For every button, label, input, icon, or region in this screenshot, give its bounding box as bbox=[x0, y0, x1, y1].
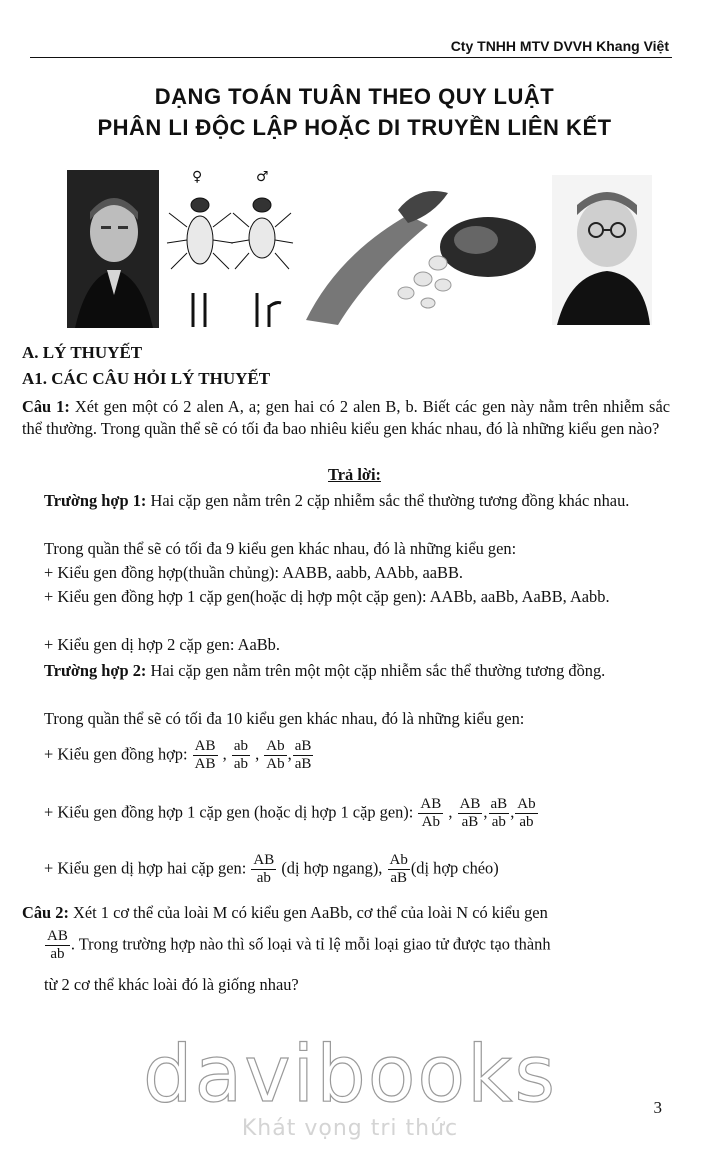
section-a1-heading: A1. CÁC CÂU HỎI LÝ THUYẾT bbox=[22, 369, 271, 388]
horizontal-heterozygous-note: (dị hợp ngang), bbox=[281, 858, 383, 878]
case-2-label: Trường hợp 2: bbox=[44, 661, 147, 680]
watermark-slogan: Khát vọng tri thức bbox=[241, 1116, 459, 1141]
drosophila-pair-icon bbox=[165, 165, 295, 333]
genotype-fraction: $\frac{ab}{ab}$ bbox=[233, 738, 248, 772]
title-line-2: PHÂN LI ĐỘC LẬP HOẶC DI TRUYỀN LIÊN KẾT bbox=[97, 115, 612, 140]
genotype-fraction: $\frac{AB}{Ab}$ bbox=[420, 796, 442, 830]
answer-heading: Trả lời: bbox=[328, 465, 381, 484]
case-2 bbox=[44, 660, 668, 682]
illustration-strip bbox=[0, 165, 709, 337]
case-2-text: Hai cặp gen nằm trên một một cặp nhiễm sắc thể thường tương đồng. bbox=[150, 661, 606, 680]
question-2-label: Câu 2: bbox=[22, 903, 69, 922]
portrait-mendel-photo bbox=[552, 175, 652, 325]
case-2-bullet-3-label: + Kiểu gen dị hợp hai cặp gen: bbox=[44, 858, 247, 878]
genotype-fraction: $\frac{AB}{ab}$ bbox=[47, 928, 68, 962]
genotype-fraction: $\frac{aB}{ab}$ bbox=[490, 796, 508, 830]
diagonal-heterozygous-note: (dị hợp chéo) bbox=[410, 858, 499, 878]
case-1-bullet-3: + Kiểu gen dị hợp 2 cặp gen: AaBb. bbox=[44, 635, 280, 654]
genotype-fraction: $\frac{AB}{aB}$ bbox=[459, 796, 481, 830]
male-symbol: ♂ bbox=[256, 169, 269, 185]
case-1-label: Trường hợp 1: bbox=[44, 491, 147, 510]
genotype-fraction: $\frac{aB}{aB}$ bbox=[294, 738, 312, 772]
question-2-line-3: từ 2 cơ thể khác loài đó là giống nhau? bbox=[44, 975, 299, 994]
question-1-label: Câu 1: bbox=[22, 397, 70, 416]
case-1-bullet-1: + Kiểu gen đồng hợp(thuần chủng): AABB, aabb, AAbb, aaBB. bbox=[44, 563, 463, 582]
case-1-text: Hai cặp gen nằm trên 2 cặp nhiễm sắc thể thường tương đồng khác nhau. bbox=[150, 491, 630, 510]
case-2-bullet-1-label: + Kiểu gen đồng hợp: bbox=[44, 744, 188, 764]
header-divider bbox=[30, 57, 672, 58]
case-1 bbox=[44, 490, 668, 512]
publisher-header: Cty TNHH MTV DVVH Khang Việt bbox=[450, 38, 669, 54]
davibooks-watermark bbox=[140, 1030, 560, 1141]
genotype-fraction: $\frac{Ab}{ab}$ bbox=[517, 796, 536, 830]
watermark-brand: davibooks bbox=[143, 1030, 557, 1120]
case-2-intro: Trong quần thể sẽ có tối đa 10 kiểu gen khác nhau, đó là những kiểu gen: bbox=[44, 709, 525, 728]
case-2-bullet-1: + Kiểu gen đồng hợp: $\frac{AB}{AB}$ , $\frac{ab}{ab}$ , $\frac{Ab}{Ab}$ , $\frac{aB}{aB}$ bbox=[44, 738, 312, 772]
question-2-text-1: Xét 1 cơ thể của loài M có kiểu gen AaBb, cơ thể của loài N có kiểu gen bbox=[73, 903, 548, 922]
portrait-morgan-photo bbox=[67, 170, 159, 328]
genotype-fraction: $\frac{AB}{AB}$ bbox=[194, 738, 216, 772]
genotype-fraction: $\frac{AB}{ab}$ bbox=[253, 852, 275, 886]
genotype-fraction: $\frac{Ab}{Ab}$ bbox=[266, 738, 285, 772]
section-a-heading: A. LÝ THUYẾT bbox=[22, 343, 143, 362]
question-1 bbox=[22, 396, 670, 440]
page-number: 3 bbox=[653, 1098, 662, 1117]
question-2-line-2 bbox=[44, 928, 551, 963]
question-1-text: Xét gen một có 2 alen A, a; gen hai có 2 alen B, b. Biết các gen này nằm trên nhiễm sắc thể thường. Trong quần thể sẽ có tối đa bao nhiêu kiểu gen khác nhau, đó là những kiểu gen nào? bbox=[22, 397, 670, 438]
case-2-bullet-2-label: + Kiểu gen đồng hợp 1 cặp gen (hoặc dị hợp 1 cặp gen): bbox=[44, 802, 414, 822]
question-2-line-1 bbox=[22, 902, 670, 924]
question-2-text-2: . Trong trường hợp nào thì số loại và tỉ lệ mỗi loại giao tử được tạo thành bbox=[70, 934, 551, 954]
female-symbol: ♀ bbox=[192, 169, 203, 185]
case-1-intro: Trong quần thể sẽ có tối đa 9 kiểu gen khác nhau, đó là những kiểu gen: bbox=[44, 539, 517, 558]
pea-pods-icon bbox=[298, 185, 556, 325]
genotype-fraction: $\frac{Ab}{aB}$ bbox=[389, 852, 408, 886]
title-line-1: DẠNG TOÁN TUÂN THEO QUY LUẬT bbox=[154, 84, 555, 109]
case-1-bullet-2: + Kiểu gen đồng hợp 1 cặp gen(hoặc dị hợp một cặp gen): AABb, aaBb, AaBB, Aabb. bbox=[44, 587, 610, 606]
case-2-bullet-2: + Kiểu gen đồng hợp 1 cặp gen (hoặc dị hợp 1 cặp gen): $\frac{AB}{Ab}$ , $\frac{AB}{aB}$ , $\frac{aB}{ab}$ , $\frac{Ab}{ab}$ bbox=[44, 796, 536, 830]
case-2-bullet-3 bbox=[44, 852, 499, 887]
